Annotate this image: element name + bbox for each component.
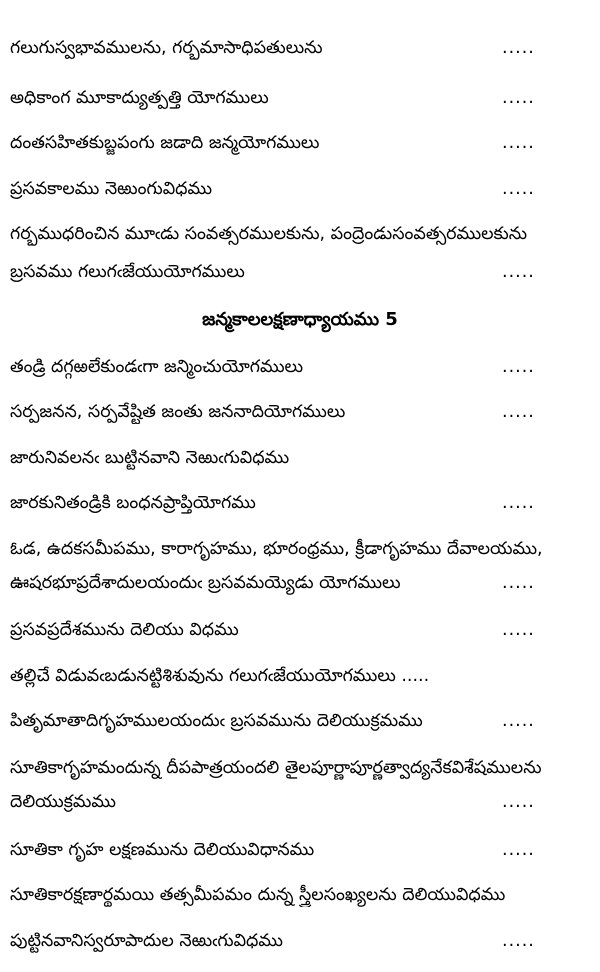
toc-entry [10, 491, 590, 515]
toc-entry [10, 618, 590, 642]
entry-text: జారకునితండ్రికి బంధనప్రాప్తియోగము [10, 493, 256, 513]
entry-text: సూతికారక్షణార్థమయి తత్సమీపమం దున్న స్త్రీలసంఖ్యలను దెలియువిధము [10, 885, 506, 905]
page-dots: ..... [502, 792, 535, 812]
entry-text: పుట్టినవానిస్వరూపాదుల నెఱుఁగువిధము [10, 931, 283, 951]
toc-entry [10, 664, 590, 688]
toc-entry [10, 929, 590, 953]
page-dots: ..... [502, 262, 535, 282]
entry-text: దెలియుక్రమము [10, 792, 116, 812]
page-dots: ..... [502, 179, 535, 199]
page-dots: ..... [502, 493, 535, 513]
toc-entry [10, 131, 590, 155]
toc-entry [10, 36, 590, 60]
page-dots: ..... [502, 402, 535, 422]
entry-text: సూతికాగృహమందున్న దీపపాత్రయందలి తైలపూర్ణాపూర్ణత్వాద్యనేకవిశేషములను [10, 758, 542, 778]
entry-text: అధికాంగ మూకాద్యుత్పత్తి యోగములు [10, 88, 269, 108]
toc-entry [10, 355, 590, 379]
entry-text: ప్రసవకాలము నెఱుంగువిధము [10, 179, 213, 199]
entry-text: గలుగుస్వభావములను, గర్భమాసాధిపతులును [10, 38, 323, 58]
chapter-heading: జన్మకాలలక్షణాధ్యాయము 5 [202, 309, 398, 330]
page-dots: ..... [502, 931, 535, 951]
entry-text: ఊషరభూప్రదేశాదులయందుఁ బ్రసవమయ్యెడు యోగములు [10, 573, 401, 593]
page-dots: ..... [502, 573, 535, 593]
toc-entry [10, 883, 590, 907]
entry-text: ప్రసవప్రదేశమును దెలియు విధము [10, 620, 239, 640]
page-dots: ..... [502, 357, 535, 377]
entry-text: బ్రసవము గలుగఁజేయుయోగములు [10, 262, 245, 282]
toc-entry [10, 400, 590, 424]
entry-text: ఓడ, ఉదకసమీపము, కారాగృహము, భూరంధ్రము, క్రీడాగృహము దేవాలయము, [10, 539, 543, 559]
entry-text: గర్భముధరించిన మూఁడు సంవత్సరములకును, పంద్రెండుసంవత్సరములకును [10, 224, 528, 244]
page-dots: ..... [502, 133, 535, 153]
toc-entry [10, 756, 590, 814]
entry-text: తండ్రి దగ్గఱలేకుండఁగా జన్మించుయోగములు [10, 357, 304, 377]
toc-entry [10, 838, 590, 862]
entry-text: పితృమాతాదిగృహములయందుఁ బ్రసవమును దెలియుక్రమము [10, 711, 423, 731]
entry-text: సర్పజనన, సర్పవేష్టిత జంతు జననాదియోగములు [10, 402, 346, 422]
toc-entry [10, 446, 590, 470]
entry-text: దంతసహితకుబ్జపంగు జడాది జన్మయోగములు [10, 133, 320, 153]
toc-entry [10, 86, 590, 110]
toc-entry [10, 709, 590, 733]
page-dots: ..... [502, 88, 535, 108]
page-dots: ..... [502, 840, 535, 860]
page-dots: ..... [502, 38, 535, 58]
toc-entry [10, 222, 590, 284]
entry-text: సూతికా గృహ లక్షణమును దెలియువిధానము [10, 840, 315, 860]
toc-entry [10, 177, 590, 201]
entry-text: తల్లిచే విడువఁబడునట్టిశిశువును గలుగఁజేయుయోగములు ..... [10, 666, 430, 686]
toc-entry [10, 537, 590, 595]
page-dots: ..... [502, 711, 535, 731]
entry-text: జారునివలనఁ బుట్టినవాని నెఱుఁగువిధము [10, 448, 290, 468]
page-dots: ..... [502, 620, 535, 640]
